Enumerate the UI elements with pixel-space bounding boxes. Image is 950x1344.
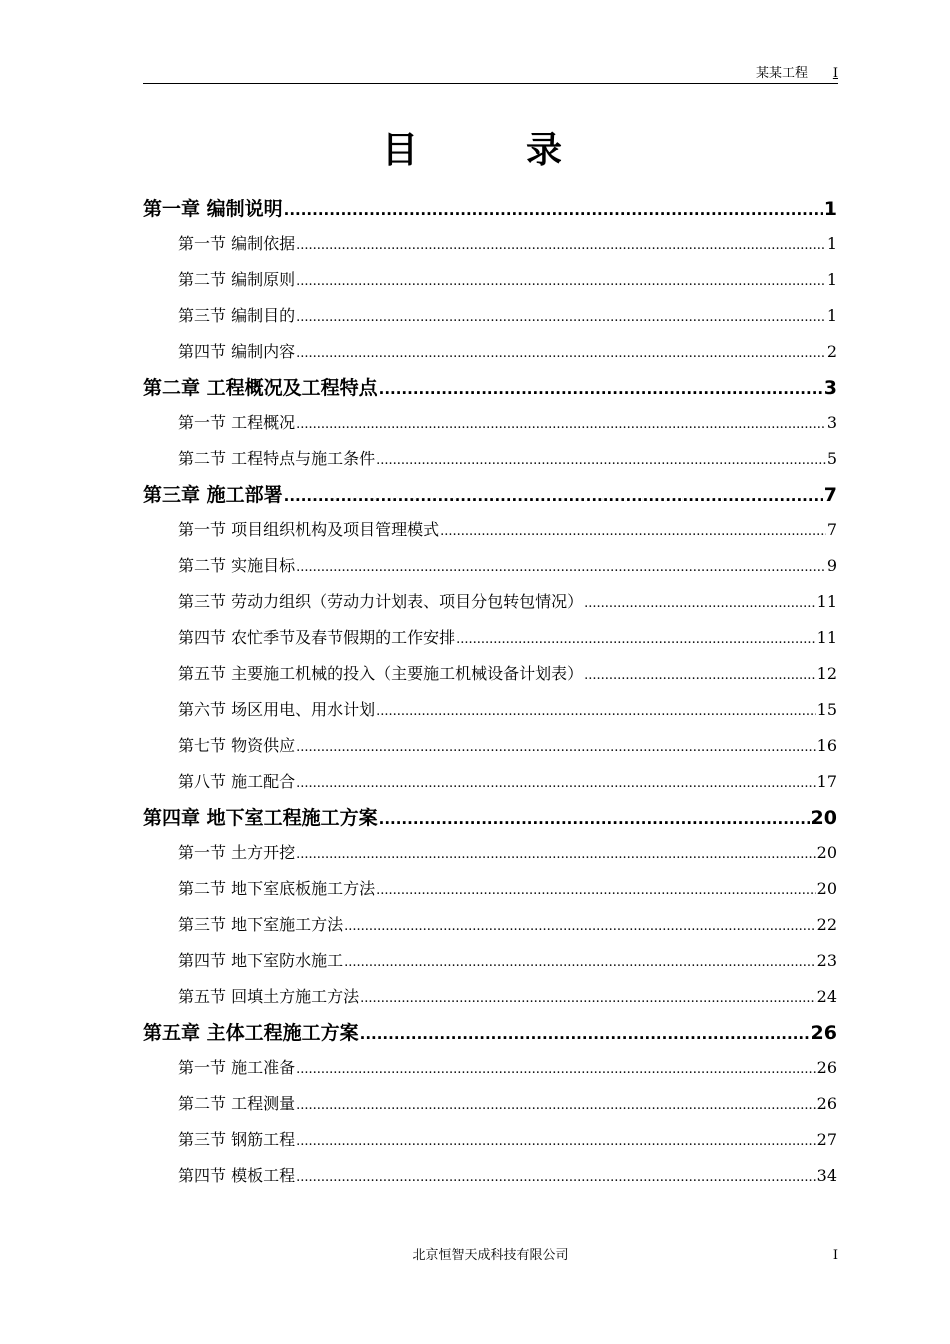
toc-section-entry[interactable] <box>143 906 837 942</box>
toc-entry-label: 第一节 编制依据 <box>178 234 296 253</box>
toc-entry-label: 第二节 实施目标 <box>178 556 296 575</box>
toc-dot-leader <box>344 916 816 938</box>
toc-dot-leader <box>296 414 826 436</box>
footer-company: 北京恒智天成科技有限公司 <box>412 1248 569 1263</box>
toc-section-entry[interactable] <box>143 978 837 1014</box>
toc-entry-label: 第三节 劳动力组织（劳动力计划表、项目分包转包情况） <box>178 592 584 611</box>
toc-entry-page-number: 26 <box>810 1022 837 1044</box>
toc-dot-leader <box>360 988 816 1010</box>
toc-entry-page-number: 15 <box>816 700 837 719</box>
toc-dot-leader <box>584 593 816 615</box>
toc-dot-leader <box>296 307 826 329</box>
toc-entry-page-number: 27 <box>816 1130 837 1149</box>
toc-entry-page-number: 24 <box>816 987 837 1006</box>
toc-entry-label: 第四节 农忙季节及春节假期的工作安排 <box>178 628 456 647</box>
toc-dot-leader <box>376 701 816 723</box>
toc-section-entry[interactable] <box>143 225 837 261</box>
toc-section-entry[interactable] <box>143 547 837 583</box>
toc-section-entry[interactable] <box>143 834 837 870</box>
footer-page-number: I <box>832 1248 838 1263</box>
toc-entry-label: 第一章 编制说明 <box>143 198 283 220</box>
toc-section-entry[interactable] <box>143 333 837 369</box>
toc-section-entry[interactable] <box>143 619 837 655</box>
toc-entry-label: 第二节 工程特点与施工条件 <box>178 449 376 468</box>
toc-entry-page-number: 5 <box>826 449 837 468</box>
toc-dot-leader <box>379 375 823 403</box>
toc-dot-leader <box>296 737 816 759</box>
toc-entry-page-number: 12 <box>816 664 837 683</box>
toc-section-entry[interactable] <box>143 942 837 978</box>
toc-dot-leader <box>284 482 823 510</box>
toc-entry-label: 第六节 场区用电、用水计划 <box>178 700 376 719</box>
toc-dot-leader <box>584 665 816 687</box>
toc-section-entry[interactable] <box>143 1049 837 1085</box>
toc-dot-leader <box>379 805 810 833</box>
toc-entry-label: 第二节 地下室底板施工方法 <box>178 879 376 898</box>
header-rule <box>143 83 838 84</box>
toc-entry-label: 第四节 编制内容 <box>178 342 296 361</box>
toc-section-entry[interactable] <box>143 297 837 333</box>
toc-entry-page-number: 3 <box>823 377 837 399</box>
toc-section-entry[interactable] <box>143 511 837 547</box>
toc-section-entry[interactable] <box>143 1157 837 1193</box>
toc-title: 目 录 <box>381 130 598 171</box>
toc-entry-label: 第五节 回填土方施工方法 <box>178 987 360 1006</box>
toc-dot-leader <box>440 521 826 543</box>
toc-dot-leader <box>296 1059 816 1081</box>
page-header <box>143 66 838 86</box>
toc-entry-label: 第一节 项目组织机构及项目管理模式 <box>178 520 440 539</box>
toc-entry-page-number: 23 <box>816 951 837 970</box>
header-title: 某某工程 <box>755 66 808 81</box>
toc-entry-page-number: 11 <box>816 592 837 611</box>
toc-section-entry[interactable] <box>143 763 837 799</box>
toc-dot-leader <box>296 235 826 257</box>
toc-entry-label: 第一节 工程概况 <box>178 413 296 432</box>
toc-entry-label: 第八节 施工配合 <box>178 772 296 791</box>
toc-dot-leader <box>296 1167 816 1189</box>
toc-entry-page-number: 11 <box>816 628 837 647</box>
toc-entry-page-number: 26 <box>816 1094 837 1113</box>
toc-entry-page-number: 20 <box>816 879 837 898</box>
toc-dot-leader <box>296 844 816 866</box>
toc-dot-leader <box>296 1131 816 1153</box>
toc-entry-label: 第四节 地下室防水施工 <box>178 951 344 970</box>
toc-dot-leader <box>376 880 816 902</box>
toc-chapter-entry[interactable] <box>143 369 837 404</box>
toc-dot-leader <box>284 196 823 224</box>
toc-section-entry[interactable] <box>143 404 837 440</box>
toc-section-entry[interactable] <box>143 655 837 691</box>
toc-entry-label: 第二节 工程测量 <box>178 1094 296 1113</box>
toc-entry-label: 第三章 施工部署 <box>143 484 283 506</box>
toc-dot-leader <box>296 773 816 795</box>
toc-section-entry[interactable] <box>143 261 837 297</box>
toc-section-entry[interactable] <box>143 1121 837 1157</box>
toc-entry-page-number: 7 <box>826 520 837 539</box>
toc-entry-label: 第二章 工程概况及工程特点 <box>143 377 378 399</box>
toc-dot-leader <box>296 271 826 293</box>
toc-section-entry[interactable] <box>143 440 837 476</box>
toc-entry-page-number: 2 <box>826 342 837 361</box>
toc-section-entry[interactable] <box>143 691 837 727</box>
header-page-number: I <box>832 66 838 81</box>
toc-section-entry[interactable] <box>143 727 837 763</box>
toc-entry-page-number: 16 <box>816 736 837 755</box>
toc-chapter-entry[interactable] <box>143 799 837 834</box>
toc-dot-leader <box>296 1095 816 1117</box>
toc-chapter-entry[interactable] <box>143 1014 837 1049</box>
toc-entry-label: 第三节 钢筋工程 <box>178 1130 296 1149</box>
table-of-contents <box>143 190 837 1193</box>
toc-entry-page-number: 20 <box>816 843 837 862</box>
toc-entry-page-number: 3 <box>826 413 837 432</box>
toc-section-entry[interactable] <box>143 583 837 619</box>
toc-entry-page-number: 22 <box>816 915 837 934</box>
toc-entry-label: 第一节 施工准备 <box>178 1058 296 1077</box>
toc-entry-page-number: 20 <box>810 807 837 829</box>
toc-dot-leader <box>360 1020 810 1048</box>
toc-dot-leader <box>376 450 826 472</box>
toc-entry-label: 第三节 地下室施工方法 <box>178 915 344 934</box>
toc-entry-page-number: 1 <box>826 306 837 325</box>
toc-entry-label: 第五节 主要施工机械的投入（主要施工机械设备计划表） <box>178 664 584 683</box>
toc-entry-page-number: 1 <box>826 234 837 253</box>
toc-entry-page-number: 26 <box>816 1058 837 1077</box>
toc-chapter-entry[interactable] <box>143 190 837 225</box>
toc-section-entry[interactable] <box>143 1085 837 1121</box>
toc-dot-leader <box>456 629 816 651</box>
toc-entry-label: 第四章 地下室工程施工方案 <box>143 807 378 829</box>
toc-section-entry[interactable] <box>143 870 837 906</box>
toc-entry-label: 第二节 编制原则 <box>178 270 296 289</box>
toc-dot-leader <box>344 952 816 974</box>
toc-entry-page-number: 1 <box>826 270 837 289</box>
toc-entry-label: 第五章 主体工程施工方案 <box>143 1022 359 1044</box>
toc-entry-label: 第三节 编制目的 <box>178 306 296 325</box>
toc-dot-leader <box>296 557 826 579</box>
toc-entry-label: 第一节 土方开挖 <box>178 843 296 862</box>
toc-entry-page-number: 34 <box>816 1166 837 1185</box>
toc-dot-leader <box>296 343 826 365</box>
toc-entry-page-number: 7 <box>823 484 837 506</box>
toc-entry-label: 第四节 模板工程 <box>178 1166 296 1185</box>
toc-entry-page-number: 9 <box>826 556 837 575</box>
toc-entry-page-number: 1 <box>823 198 837 220</box>
toc-entry-page-number: 17 <box>816 772 837 791</box>
toc-entry-label: 第七节 物资供应 <box>178 736 296 755</box>
toc-chapter-entry[interactable] <box>143 476 837 511</box>
